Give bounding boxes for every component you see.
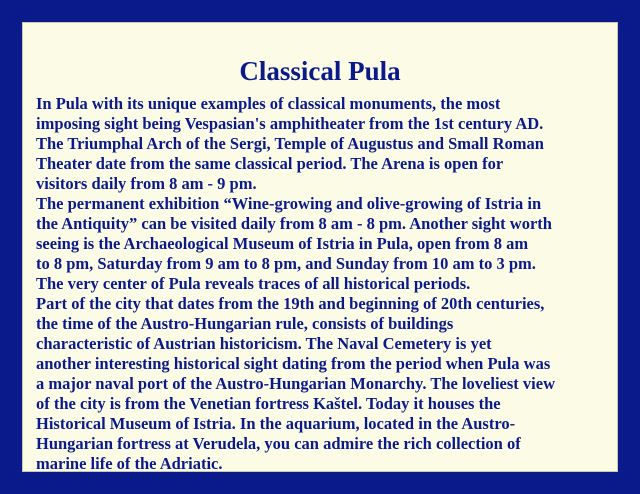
text-line: In Pula with its unique examples of classical monuments, the most — [36, 94, 501, 113]
text-line: a major naval port of the Austro-Hungarian Monarchy. The loveliest view — [36, 374, 555, 393]
article-body — [36, 94, 620, 474]
text-line: Theater date from the same classical period. The Arena is open for — [36, 154, 504, 173]
text-line: The permanent exhibition “Wine-growing and olive-growing of Istria in — [36, 194, 542, 213]
text-line: another interesting historical sight dating from the period when Pula was — [36, 354, 551, 373]
text-line: the time of the Austro-Hungarian rule, consists of buildings — [36, 314, 454, 333]
text-line: The very center of Pula reveals traces of all historical periods. — [36, 274, 471, 293]
text-line: seeing is the Archaeological Museum of Istria in Pula, open from 8 am — [36, 234, 529, 253]
page-title: Classical Pula — [239, 56, 401, 86]
text-line: the Antiquity” can be visited daily from 8 am - 8 pm. Another sight worth — [36, 214, 552, 233]
text-line: to 8 pm, Saturday from 9 am to 8 pm, and Sunday from 10 am to 3 pm. — [36, 254, 536, 273]
text-line: The Triumphal Arch of the Sergi, Temple of Augustus and Small Roman — [36, 134, 544, 153]
text-line: marine life of the Adriatic. — [36, 454, 223, 473]
text-line: of the city is from the Venetian fortress Kaštel. Today it houses the — [36, 394, 501, 413]
text-line: Hungarian fortress at Verudela, you can admire the rich collection of — [36, 434, 521, 453]
content-panel — [22, 22, 618, 472]
text-line: Part of the city that dates from the 19th and beginning of 20th centuries, — [36, 294, 545, 313]
text-line: characteristic of Austrian historicism. The Naval Cemetery is yet — [36, 334, 492, 353]
text-line: Historical Museum of Istria. In the aquarium, located in the Austro- — [36, 414, 516, 433]
text-line: imposing sight being Vespasian's amphitheater from the 1st century AD. — [36, 114, 544, 133]
text-line: visitors daily from 8 am - 9 pm. — [36, 174, 257, 193]
